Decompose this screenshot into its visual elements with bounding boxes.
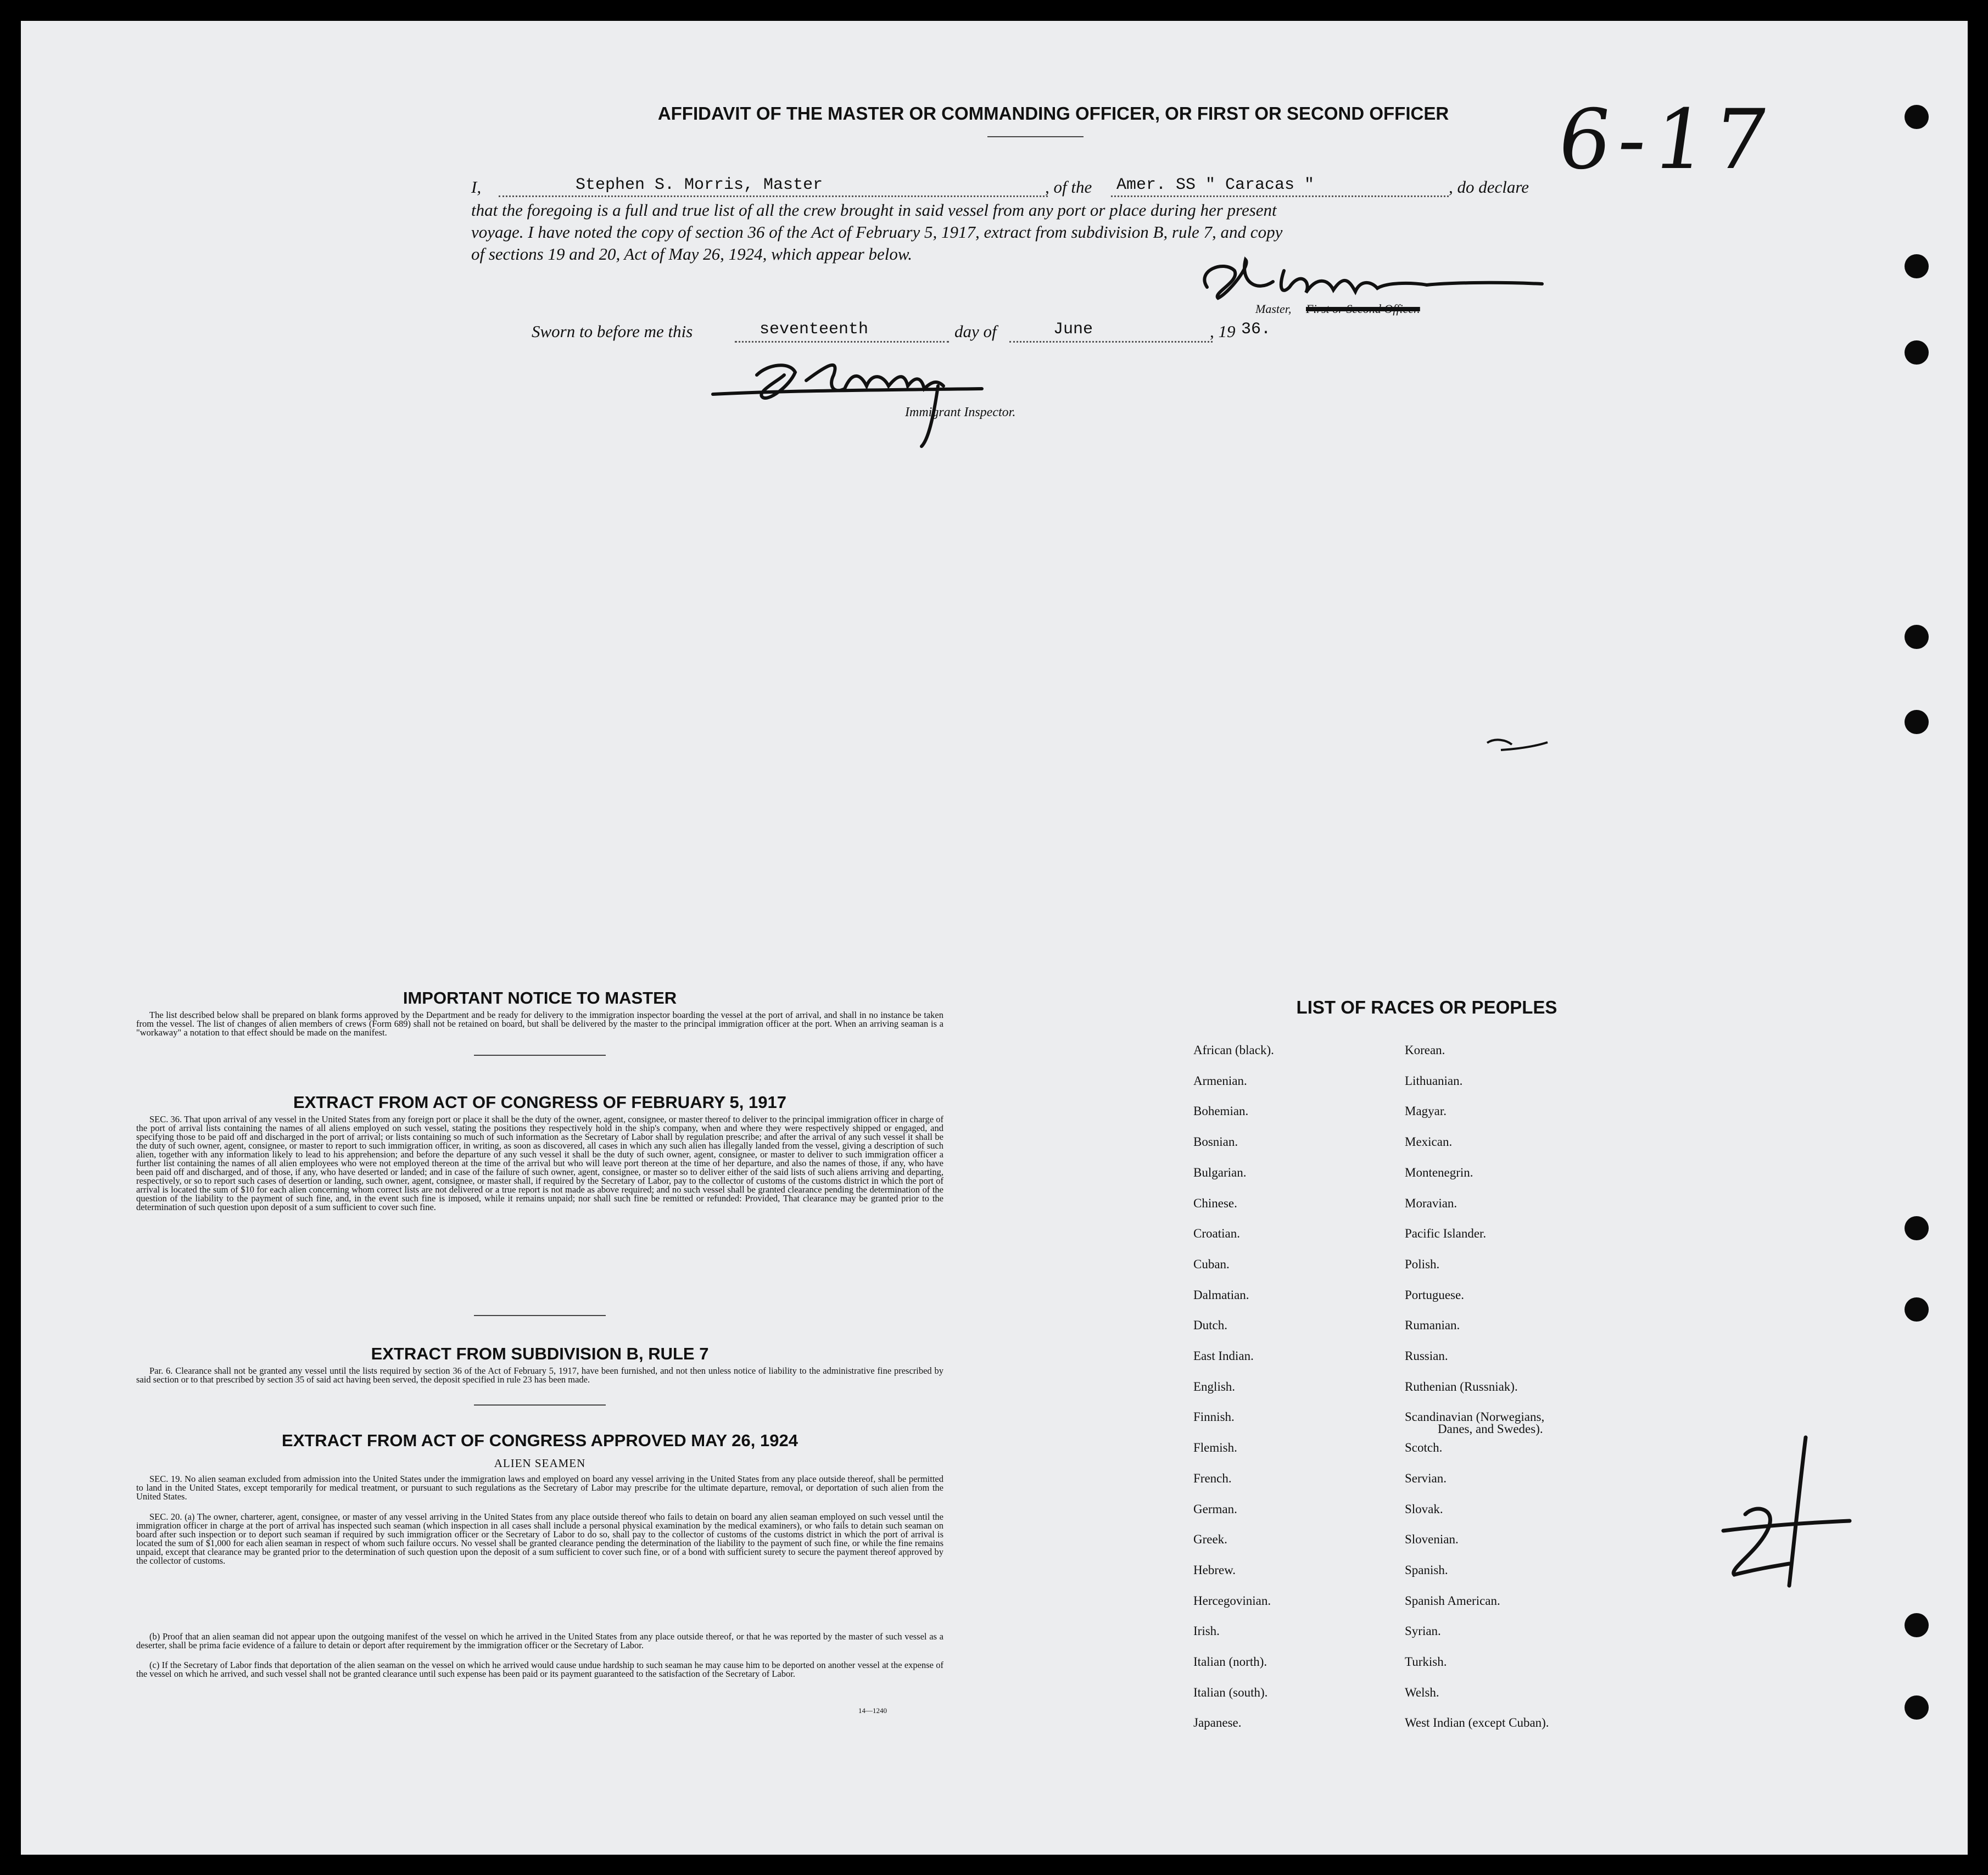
- alien-seamen-subtitle: ALIEN SEAMEN: [494, 1457, 586, 1470]
- punch-hole: [1905, 105, 1929, 129]
- form-number: 14—1240: [858, 1706, 887, 1715]
- extract-1924-title: EXTRACT FROM ACT OF CONGRESS APPROVED MAY 26, 1924: [282, 1431, 798, 1450]
- punch-hole: [1905, 1216, 1929, 1240]
- race-item: African (black).: [1193, 1043, 1274, 1057]
- i-label: I,: [471, 177, 482, 197]
- race-item: Chinese.: [1193, 1196, 1237, 1210]
- rule7-text: Par. 6. Clearance shall not be granted any vessel until the lists required by section 36 of the Act of February 5, 1917, have been furnished, and not then unless notice of liability to the administrative fine prescribed by said section or to that prescribed by section 35 of said act having been served, the deposit specified in rule 23 has been made.: [136, 1365, 943, 1385]
- race-item: Ruthenian (Russniak).: [1405, 1379, 1518, 1393]
- notice-text: The list described below shall be prepared on blank forms approved by the Department and be ready for delivery to the immigration inspector boarding the vessel at the port of arrival, and shall in no instance be taken from the vessel. The list of changes of alien members of crews (Form 689) shall not be retained on board, but shall be delivered by the master to the principal immigration officer at the port. When an arriving seaman is a "workaway" a notation to that effect should be made on the manifest.: [136, 1010, 943, 1038]
- affidavit-line-3: voyage. I have noted the copy of section 36 of the Act of February 5, 1917, extract from subdivision B, rule 7, and copy: [471, 222, 1283, 242]
- race-item: Spanish American.: [1405, 1593, 1500, 1608]
- document-page: [21, 21, 1968, 1855]
- race-item: Syrian.: [1405, 1624, 1441, 1638]
- race-item: Japanese.: [1193, 1716, 1242, 1730]
- race-item: Mexican.: [1405, 1135, 1453, 1149]
- extract-1917-title: EXTRACT FROM ACT OF CONGRESS OF FEBRUARY 5, 1917: [293, 1093, 786, 1112]
- race-item: Croatian.: [1193, 1227, 1240, 1241]
- name-line: [499, 195, 1048, 197]
- sec20c-text: (c) If the Secretary of Labor finds that deportation of the alien seaman on the vessel on which he arrived would cause undue hardship to such seaman he may cause him to be deported on another vessel at the expense of the vessel on which he arrived, and such vessel shall not be granted clearance until such expense has been paid or its payment guaranteed to the satisfaction of the Secretary of Labor.: [136, 1660, 943, 1679]
- race-item: Hercegovinian.: [1193, 1593, 1271, 1608]
- punch-hole: [1905, 254, 1929, 278]
- race-item: Bosnian.: [1193, 1135, 1238, 1149]
- races-title: LIST OF RACES OR PEOPLES: [1296, 997, 1557, 1017]
- race-item: Italian (south).: [1193, 1685, 1268, 1699]
- punch-hole: [1905, 625, 1929, 649]
- race-item: West Indian (except Cuban).: [1405, 1716, 1549, 1730]
- punch-hole: [1905, 710, 1929, 734]
- race-item: Armenian.: [1193, 1073, 1247, 1088]
- race-item: Scandinavian (Norwegians,: [1405, 1410, 1545, 1424]
- sworn-label: Sworn to before me this: [532, 322, 693, 341]
- race-item: Italian (north).: [1193, 1655, 1267, 1669]
- punch-hole: [1905, 340, 1929, 365]
- race-item: Hebrew.: [1193, 1563, 1236, 1577]
- race-item: Slovak.: [1405, 1502, 1443, 1516]
- title-divider: [987, 136, 1084, 137]
- race-item: Rumanian.: [1405, 1318, 1460, 1333]
- race-item: Turkish.: [1405, 1655, 1447, 1669]
- notice-title: IMPORTANT NOTICE TO MASTER: [403, 988, 677, 1008]
- year-prefix: , 19: [1210, 322, 1236, 341]
- race-item: Dalmatian.: [1193, 1288, 1249, 1302]
- struck-officer-label: First or Second Officer.: [1306, 302, 1420, 316]
- notice-divider: [474, 1055, 606, 1056]
- race-item: Cuban.: [1193, 1257, 1230, 1271]
- race-item: Russian.: [1405, 1349, 1448, 1363]
- do-declare-label: , do declare: [1449, 177, 1529, 197]
- race-item: Danes, and Swedes).: [1438, 1422, 1543, 1436]
- punch-hole: [1905, 1297, 1929, 1322]
- inspector-signature: [696, 342, 1037, 452]
- rule7-divider: [474, 1404, 606, 1406]
- inspector-label: Immigrant Inspector.: [905, 405, 1016, 419]
- extract-1917-divider: [474, 1315, 606, 1316]
- punch-hole: [1905, 1613, 1929, 1637]
- race-item: Pacific Islander.: [1405, 1227, 1487, 1241]
- vessel-name: Amer. SS " Caracas ": [1116, 176, 1315, 194]
- punch-hole: [1905, 1695, 1929, 1720]
- master-signature: [1185, 249, 1548, 309]
- rule7-title: EXTRACT FROM SUBDIVISION B, RULE 7: [371, 1344, 709, 1363]
- stray-ink-mark: [1484, 735, 1550, 757]
- handwritten-page-number: 6-17: [1551, 92, 1782, 188]
- race-item: Dutch.: [1193, 1318, 1227, 1333]
- race-item: Polish.: [1405, 1257, 1440, 1271]
- race-item: Greek.: [1193, 1532, 1227, 1547]
- of-the-label: , of the: [1045, 177, 1092, 197]
- extract-1917-text: SEC. 36. That upon arrival of any vessel in the United States from any foreign port or place it shall be the duty of the owner, agent, consignee, or master thereof to deliver to the principal immigration officer in charge of the port of arrival lists containing the names of all aliens employed on such vessel, stating the positions they respectively hold in the ship's company, when and where they were respectively shipped or engaged, and specifying those to be paid off and discharged in the port of arrival; or lists containing so much of such information as the Secretary of Labor shall by regulation prescribe; and after the arrival of any such vessel it shall be the duty of such owner, agent, consignee, or master to report to such immigration officer, in writing, as soon as discovered, all cases in which any such alien has illegally landed from the vessel, giving a description of such alien, together with any information likely to lead to his apprehension; and before the departure of any such vessel it shall be the duty of such owner, agent, consignee, or master to deliver to such immigration officer a further list containing the names of all alien employees who were not employed thereon at the time of the arrival but who will leave port thereon at the time of her departure, and also the names of those, if any, who have been paid off and discharged, and of those, if any, who have deserted or landed; and in case of the failure of such owner, agent, consignee, or master so to deliver either of the said lists of such aliens arriving and departing, respectively, or so to report such cases of desertion or landing, such owner, agent, consignee, or master shall, if required by the Secretary of Labor, pay to the collector of customs of the customs district in which the port of arrival is located the sum of $10 for each alien concerning whom correct lists are not delivered or a true report is not made as above required; and no such vessel shall be granted clearance pending the determination of the question of the liability to the payment of such fine, and, in the event such fine is imposed, while it remains unpaid; nor shall such fine be remitted or refunded: Provided, That clearance may be granted prior to the determination of such question upon deposit of a sum sufficient to cover such fine.: [136, 1114, 943, 1212]
- race-item: Portuguese.: [1405, 1288, 1464, 1302]
- race-item: Bulgarian.: [1193, 1165, 1247, 1179]
- race-item: Bohemian.: [1193, 1104, 1249, 1118]
- sec19-text: SEC. 19. No alien seaman excluded from admission into the United States under the immigration laws and employed on board any vessel arriving in the United States from any place outside thereof, shall be permitted to land in the United States, except temporarily for medical treatment, or pursuant to such regulations as the Secretary of Labor may prescribe for the ultimate departure, removal, or deportation of such alien from the United States.: [136, 1474, 943, 1502]
- master-role-label: Master,: [1255, 302, 1292, 316]
- affidavit-line-2: that the foregoing is a full and true list of all the crew brought in said vessel from any port or place during her present: [471, 200, 1277, 220]
- day-of-label: day of: [954, 322, 997, 341]
- race-item: Magyar.: [1405, 1104, 1447, 1118]
- race-item: Finnish.: [1193, 1410, 1235, 1424]
- affidavit-line-4: of sections 19 and 20, Act of May 26, 1924, which appear below.: [471, 244, 913, 264]
- race-item: Spanish.: [1405, 1563, 1448, 1577]
- handwritten-margin-note: [1712, 1426, 1855, 1591]
- race-item: Slovenian.: [1405, 1532, 1459, 1547]
- race-item: East Indian.: [1193, 1349, 1254, 1363]
- sworn-month: June: [1053, 320, 1093, 339]
- race-item: Korean.: [1405, 1043, 1445, 1057]
- affidavit-title: AFFIDAVIT OF THE MASTER OR COMMANDING OFFICER, OR FIRST OR SECOND OFFICER: [657, 103, 1449, 124]
- race-item: Moravian.: [1405, 1196, 1458, 1210]
- race-item: French.: [1193, 1471, 1232, 1485]
- vessel-line: [1111, 195, 1449, 197]
- race-item: German.: [1193, 1502, 1237, 1516]
- sec20b-text: (b) Proof that an alien seaman did not appear upon the outgoing manifest of the vessel on which he arrived in the United States from any place outside thereof, or that he was reported by the master of such vessel as a deserter, shall be prima facie evidence of a failure to detain or deport after requirement by the immigration officer or the Secretary of Labor.: [136, 1631, 943, 1650]
- race-item: English.: [1193, 1379, 1236, 1393]
- sworn-day: seventeenth: [760, 320, 869, 339]
- month-line: [1009, 341, 1213, 343]
- race-item: Lithuanian.: [1405, 1073, 1463, 1088]
- race-item: Flemish.: [1193, 1441, 1237, 1455]
- race-item: Servian.: [1405, 1471, 1447, 1485]
- sec20a-text: SEC. 20. (a) The owner, charterer, agent, consignee, or master of any vessel arriving in the United States from any place outside thereof who fails to detain on board any alien seaman employed on such vessel until the immigration officer in charge at the port of arrival has inspected such seaman (which inspection in all cases shall include a personal physical examination by the medical examiners), or who fails to detain such seaman on board after such inspection or to deport such seaman if required by such immigration officer or the Secretary of Labor to do so, shall pay to the collector of customs of the customs district in which the port of arrival is located the sum of $1,000 for each alien seaman in respect of whom such failure occurs. No vessel shall be granted clearance pending the determination of the liability to the payment of such fine, or while the fine remains unpaid, except that clearance may be granted prior to the determination of such question upon the deposit of a sum sufficient to cover such fine, or of a bond with sufficient surety to secure the payment thereof approved by the collector of customs.: [136, 1512, 943, 1566]
- race-item: Montenegrin.: [1405, 1165, 1473, 1179]
- master-name: Stephen S. Morris, Master: [576, 176, 823, 194]
- race-item: Welsh.: [1405, 1685, 1439, 1699]
- sworn-year: 36.: [1241, 320, 1271, 339]
- race-item: Irish.: [1193, 1624, 1220, 1638]
- race-item: Scotch.: [1405, 1441, 1443, 1455]
